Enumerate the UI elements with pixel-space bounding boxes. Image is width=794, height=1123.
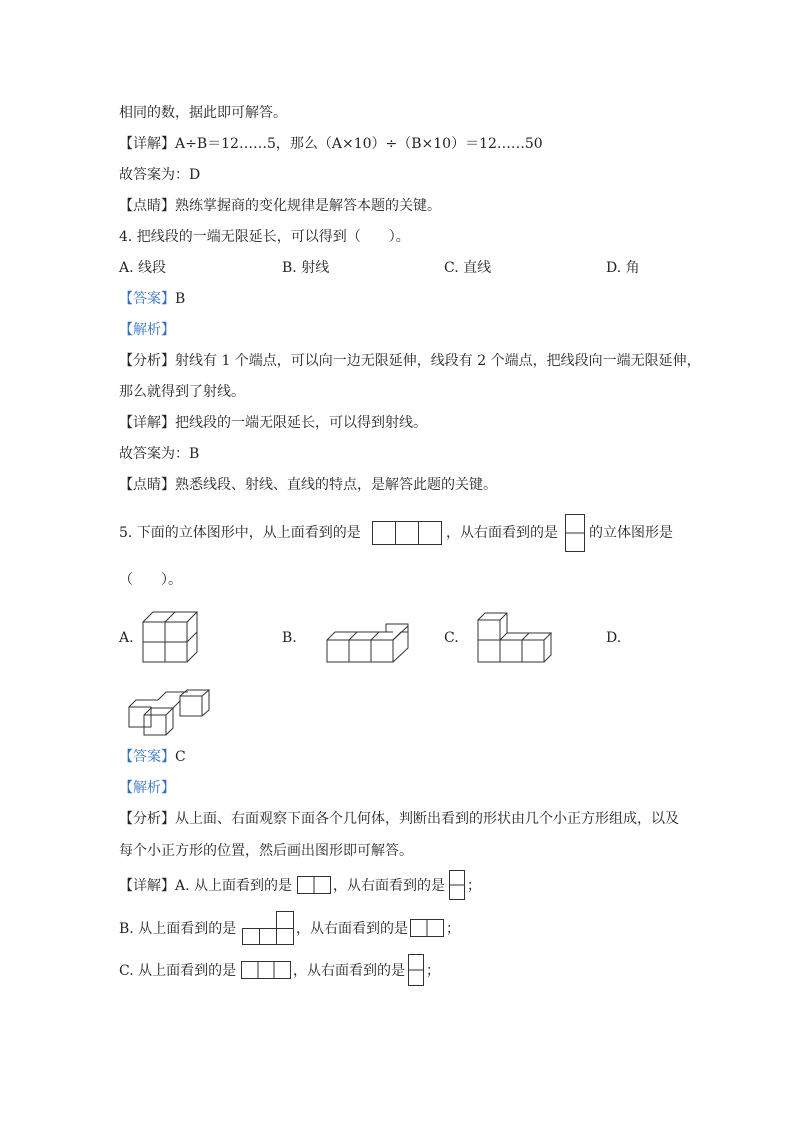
intro-line: 相同的数，据此即可解答。 bbox=[119, 105, 287, 121]
q4-fenxi-2: 那么就得到了射线。 bbox=[119, 384, 245, 400]
tip-text: 熟悉线段、射线、直线的特点，是解答此题的关键。 bbox=[175, 477, 497, 493]
tip-tag: 【点睛】 bbox=[119, 477, 175, 493]
tip-line-1 bbox=[119, 197, 441, 215]
q5-detail-c-2: ，从右面看到的是 bbox=[293, 963, 405, 979]
fenxi-text: 射线有 1 个端点，可以向一边无限延伸，线段有 2 个端点，把线段向一端无限延伸， bbox=[175, 353, 701, 369]
top-view-two-squares-icon bbox=[297, 876, 331, 894]
top-view-three-squares-small-icon bbox=[241, 961, 291, 979]
detail-tag: 【详解】 bbox=[119, 136, 175, 152]
q5-stem-c: 的立体图形是 bbox=[589, 525, 673, 541]
q5-detail-b: B. 从上面看到的是 bbox=[119, 921, 237, 937]
q5-stem-line2: （ ）。 bbox=[119, 572, 182, 588]
q5-analysis-tag: 【解析】 bbox=[119, 780, 175, 796]
fenxi-tag: 【分析】 bbox=[119, 353, 175, 369]
q4-option-d: D. 角 bbox=[606, 260, 640, 276]
answer-tag: 【答案】 bbox=[119, 749, 175, 765]
top-view-l-shape-icon bbox=[242, 911, 294, 945]
right-view-stacked-squares-icon bbox=[449, 870, 465, 900]
q5-detail-a-2: ，从右面看到的是 bbox=[333, 878, 445, 894]
detail-tag: 【详解】 bbox=[119, 415, 175, 431]
q5-option-a-label: A. bbox=[119, 630, 134, 646]
detail-a-text-1: A. 从上面看到的是 bbox=[175, 878, 293, 894]
detail-text: 把线段的一端无限延长，可以得到射线。 bbox=[175, 415, 427, 431]
q4-detail bbox=[119, 414, 427, 432]
right-view-two-squares-icon bbox=[565, 514, 585, 552]
q4-option-a: A. 线段 bbox=[119, 260, 167, 276]
answer-value: C bbox=[175, 749, 186, 765]
cube-figure-c-icon bbox=[477, 612, 557, 664]
q5-answer bbox=[119, 748, 186, 766]
fenxi-text: 从上面、右面观察下面各个几何体，判断出看到的形状由几个小正方形组成，以及 bbox=[175, 811, 679, 827]
right-view-two-squares-column-icon bbox=[408, 954, 424, 986]
q4-final: 故答案为：B bbox=[119, 446, 200, 462]
cube-figure-a-icon bbox=[138, 608, 198, 664]
q5-detail-a bbox=[119, 877, 292, 895]
q5-detail-c: C. 从上面看到的是 bbox=[119, 963, 237, 979]
q4-option-b: B. 射线 bbox=[282, 260, 330, 276]
q5-fenxi-2: 每个小正方形的位置，然后画出图形即可解答。 bbox=[119, 843, 413, 859]
q4-stem: 4. 把线段的一端无限延长，可以得到（ ）。 bbox=[119, 229, 410, 245]
q4-tip bbox=[119, 476, 497, 494]
q5-detail-b-2: ，从右面看到的是 bbox=[296, 921, 408, 937]
q5-detail-c-3: ； bbox=[426, 963, 440, 979]
tip-tag: 【点睛】 bbox=[119, 198, 175, 214]
q5-fenxi-1 bbox=[119, 810, 679, 828]
detail-text: A÷B＝12……5，那么（A×10）÷（B×10）＝12……50 bbox=[175, 136, 543, 152]
right-view-two-squares-row-icon bbox=[410, 919, 444, 937]
q5-option-b-label: B. bbox=[282, 630, 297, 646]
q5-option-c-label: C. bbox=[444, 630, 459, 646]
q4-fenxi-1 bbox=[119, 352, 701, 370]
q5-stem-b: ，从右面看到的是 bbox=[446, 525, 558, 541]
detail-tag: 【详解】 bbox=[119, 878, 175, 894]
fenxi-tag: 【分析】 bbox=[119, 811, 175, 827]
cube-figure-b-icon bbox=[326, 622, 416, 664]
q5-detail-b-3: ； bbox=[446, 921, 460, 937]
answer-line-1: 故答案为：D bbox=[119, 167, 201, 183]
q4-answer bbox=[119, 290, 185, 308]
top-view-three-squares-icon bbox=[372, 521, 442, 545]
q4-analysis-tag: 【解析】 bbox=[119, 322, 175, 338]
answer-value: B bbox=[175, 291, 186, 307]
q5-stem-a: 5. 下面的立体图形中，从上面看到的是 bbox=[119, 525, 361, 541]
cube-figure-d-icon bbox=[128, 689, 212, 737]
tip-text: 熟练掌握商的变化规律是解答本题的关键。 bbox=[175, 198, 441, 214]
answer-tag: 【答案】 bbox=[119, 291, 175, 307]
q5-option-d-label: D. bbox=[606, 630, 622, 646]
q4-option-c: C. 直线 bbox=[444, 260, 492, 276]
q5-detail-a-3: ； bbox=[467, 878, 481, 894]
detail-line-1 bbox=[119, 135, 543, 153]
